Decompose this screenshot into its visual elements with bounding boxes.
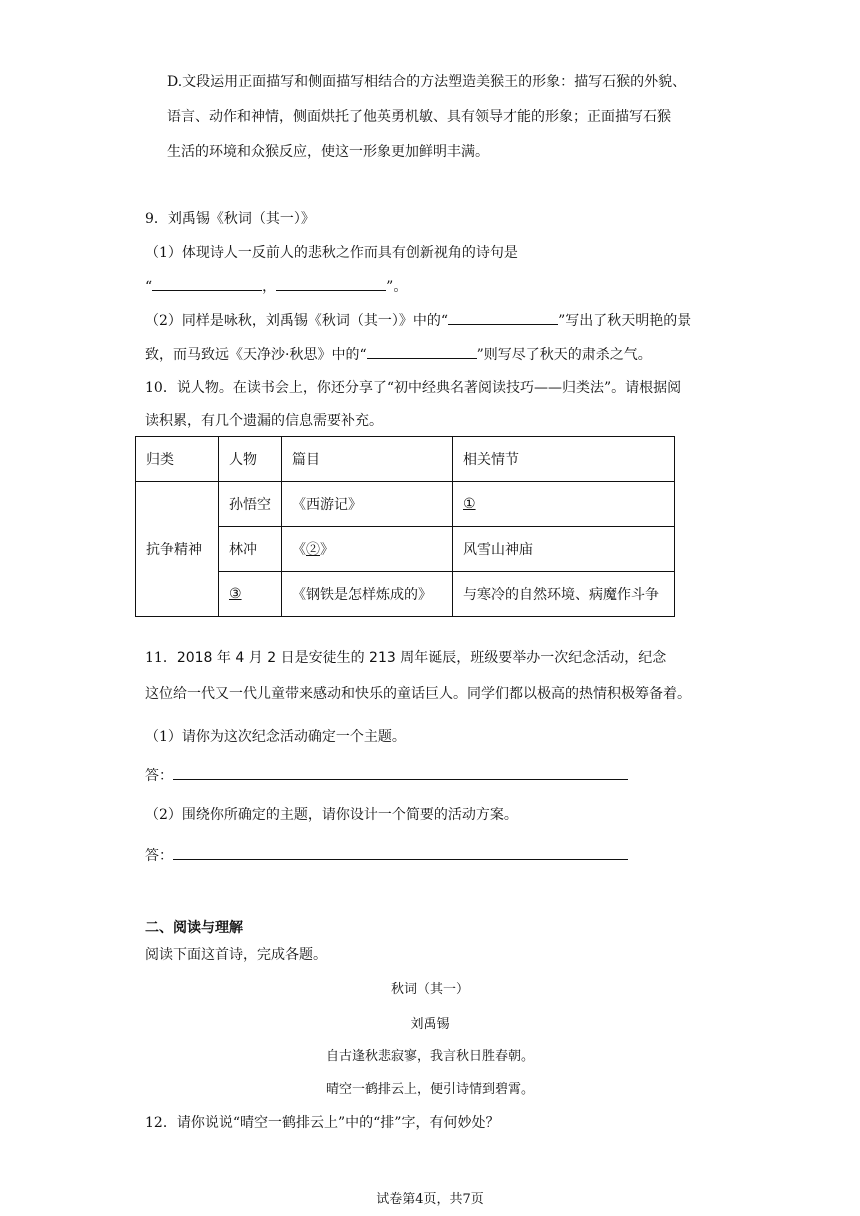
table-cell-book: 《②》: [282, 527, 453, 572]
table-category-cell: 抗争精神: [136, 482, 219, 617]
q12-text: 12．请你说说“晴空一鹤排云上”中的“排”字，有何妙处？: [145, 1115, 500, 1131]
table-cell-person: [219, 572, 282, 617]
option-d-line-1: D.文段运用正面描写和侧面描写相结合的方法塑造美猴王的形象：描写石猴的外貌、: [167, 74, 687, 90]
answer-blank[interactable]: [152, 276, 262, 291]
q9-part2-line1: （2）同样是咏秋，刘禹锡《秋词（其一）》中的“ ”写出了秋天明艳的景: [145, 310, 691, 331]
answer-blank[interactable]: [276, 276, 386, 291]
reading-table: [135, 436, 675, 617]
answer-blank[interactable]: [367, 344, 477, 359]
blank-marker[interactable]: ②: [306, 542, 320, 558]
q11-line2: 这位给一代又一代儿童带来感动和快乐的童话巨人。同学们都以极高的热情积极筹备着。: [145, 686, 691, 702]
q10-line2: 读积累，有几个遗漏的信息需要补充。: [145, 413, 383, 429]
answer-line[interactable]: [173, 765, 628, 780]
table-cell-plot: 与寒冷的自然环境、病魔作斗争: [453, 572, 675, 617]
table-header-cell: 相关情节: [453, 437, 675, 482]
q10-line1: 10．说人物。在读书会上，你还分享了“初中经典名著阅读技巧——归类法”。请根据阅: [145, 380, 682, 396]
table-header-cell: 篇目: [282, 437, 453, 482]
q9-part1: （1）体现诗人一反前人的悲秋之作而具有创新视角的诗句是: [145, 245, 518, 261]
q9-part2-line2: 致，而马致远《天净沙·秋思》中的“ ”则写尽了秋天的肃杀之气。: [145, 344, 652, 365]
q11-line1: 11．2018 年 4 月 2 日是安徒生的 213 周年诞辰，班级要举办一次纪念活动，纪念: [145, 650, 667, 666]
option-d-line-3: 生活的环境和众猴反应，使这一形象更加鲜明丰满。: [167, 144, 489, 160]
poem-title: 秋词（其一）: [390, 982, 469, 997]
q9-title: 9．刘禹锡《秋词（其一）》: [145, 211, 315, 227]
table-cell-book: 《西游记》: [282, 482, 453, 527]
table-header-cell: 归类: [136, 437, 219, 482]
poem-line-2: 晴空一鹤排云上，便引诗情到碧霄。: [325, 1082, 534, 1097]
q11-answer-2: 答：: [145, 845, 628, 866]
q11-part1: （1）请你为这次纪念活动确定一个主题。: [145, 729, 406, 745]
q9-part1-blanks: “ ， ”。: [145, 276, 407, 297]
table-cell-book: 《钢铁是怎样炼成的》: [282, 572, 453, 617]
section-intro: 阅读下面这首诗，完成各题。: [145, 947, 327, 963]
q11-part2: （2）围绕你所确定的主题，请你设计一个简要的活动方案。: [145, 807, 518, 823]
page-footer: 试卷第4页，共7页: [376, 1192, 484, 1207]
poem-line-1: 自古逢秋悲寂寥，我言秋日胜春朝。: [325, 1049, 534, 1064]
answer-line[interactable]: [173, 845, 628, 860]
option-d-line-2: 语言、动作和神情，侧面烘托了他英勇机敏、具有领导才能的形象；正面描写石猴: [167, 109, 671, 125]
answer-blank[interactable]: [448, 310, 558, 325]
table-header-row: [136, 437, 675, 482]
section-heading: 二、阅读与理解: [145, 920, 243, 936]
table-cell-plot: [453, 482, 675, 527]
blank-marker[interactable]: ③: [229, 586, 242, 602]
table-header-cell: 人物: [219, 437, 282, 482]
table-cell-plot: 风雪山神庙: [453, 527, 675, 572]
table-cell-person: 林冲: [219, 527, 282, 572]
blank-marker[interactable]: ①: [463, 496, 476, 512]
table-row: [136, 482, 675, 527]
q11-answer-1: 答：: [145, 765, 628, 786]
poem-author: 刘禹锡: [410, 1017, 450, 1032]
table-cell-person: 孙悟空: [219, 482, 282, 527]
